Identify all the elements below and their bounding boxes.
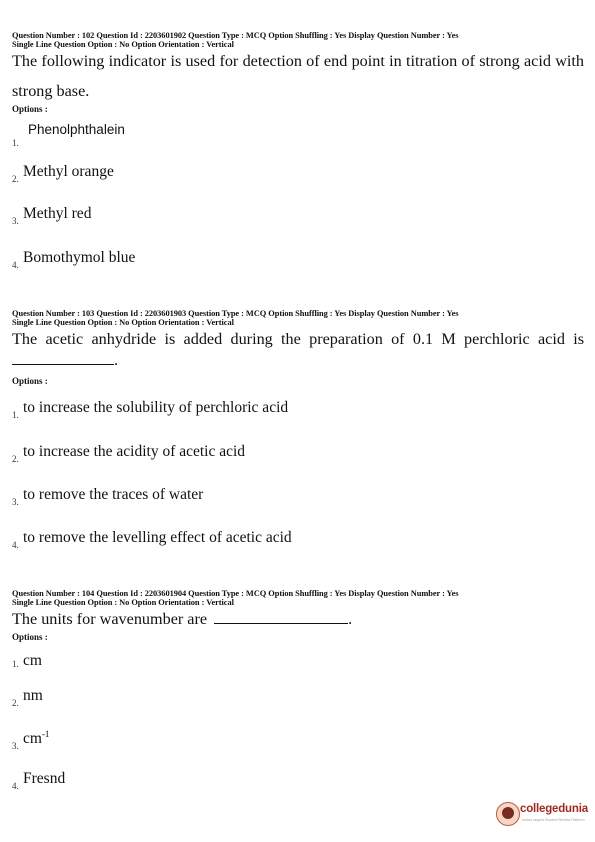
option-number: 1.	[12, 410, 19, 420]
student-mascot-icon	[496, 802, 520, 826]
option-text: to remove the traces of water	[23, 486, 204, 503]
question-102	[12, 31, 584, 270]
option-number: 1.	[12, 659, 19, 669]
option-4[interactable]	[12, 529, 292, 550]
option-text: Fresnd	[23, 770, 66, 787]
option-text: Phenolphthalein	[28, 122, 125, 137]
option-number: 3.	[12, 741, 19, 752]
options-label: Options :	[12, 104, 48, 114]
logo-tagline: India's largest Student Review Platform	[522, 818, 585, 822]
option-number: 4.	[12, 260, 19, 270]
question-104	[12, 589, 584, 791]
answer-blank	[214, 611, 348, 624]
question-text-end: .	[114, 351, 119, 369]
option-4[interactable]	[12, 770, 66, 791]
option-number: 4.	[12, 781, 19, 791]
question-meta-line2: Single Line Question Option : No Option Orientation : Vertical	[12, 40, 234, 49]
option-text	[23, 729, 49, 748]
question-meta-line1: Question Number : 103 Question Id : 2203601903 Question Type : MCQ Option Shuffling : Yes Display Question Number : Yes	[12, 309, 459, 318]
option-text: cm	[23, 652, 42, 669]
option-number: 3.	[12, 216, 19, 226]
option-text: to increase the acidity of acetic acid	[23, 443, 246, 460]
question-text-main: The acetic anhydride is added during the preparation of 0.1 M perchloric acid is	[12, 330, 584, 348]
question-meta-line1: Question Number : 104 Question Id : 2203601904 Question Type : MCQ Option Shuffling : Yes Display Question Number : Yes	[12, 589, 459, 598]
logo-name: collegedunia	[520, 803, 588, 815]
option-number: 3.	[12, 497, 19, 507]
question-meta-line2: Single Line Question Option : No Option Orientation : Vertical	[12, 598, 234, 607]
option-3[interactable]	[12, 729, 50, 752]
options-label: Options :	[12, 632, 48, 642]
question-meta-line1: Question Number : 102 Question Id : 2203601902 Question Type : MCQ Option Shuffling : Yes Display Question Number : Yes	[12, 31, 459, 40]
option-4[interactable]	[12, 249, 136, 270]
option-text: Bomothymol blue	[23, 249, 136, 266]
question-text	[12, 604, 584, 634]
option-1[interactable]	[12, 399, 289, 420]
option-number: 2.	[12, 174, 19, 184]
option-text: Methyl orange	[23, 163, 114, 180]
option-text-base: cm	[23, 730, 42, 748]
option-3[interactable]	[12, 486, 204, 507]
question-text-end: .	[348, 610, 353, 628]
option-number: 4.	[12, 540, 19, 550]
answer-blank	[12, 352, 114, 365]
option-text-superscript: -1	[41, 729, 50, 739]
option-text: nm	[23, 687, 43, 704]
collegedunia-logo	[496, 800, 592, 832]
option-text: to remove the levelling effect of acetic acid	[23, 529, 292, 546]
options-label: Options :	[12, 376, 48, 386]
option-text: to increase the solubility of perchloric acid	[23, 399, 289, 416]
option-1[interactable]	[12, 652, 42, 670]
option-1[interactable]	[12, 121, 125, 148]
option-2[interactable]	[12, 443, 246, 464]
option-2[interactable]	[12, 687, 43, 708]
question-meta-line2: Single Line Question Option : No Option Orientation : Vertical	[12, 318, 234, 327]
option-number: 2.	[12, 454, 19, 464]
question-text: The following indicator is used for detection of end point in titration of strong acid with strong base.	[12, 52, 584, 100]
option-number: 2.	[12, 698, 19, 708]
option-text: Methyl red	[23, 205, 92, 222]
option-number: 1.	[12, 138, 19, 148]
option-2[interactable]	[12, 163, 114, 184]
question-103	[12, 309, 584, 550]
option-3[interactable]	[12, 205, 92, 226]
question-text-main: The units for wavenumber are	[12, 610, 208, 628]
